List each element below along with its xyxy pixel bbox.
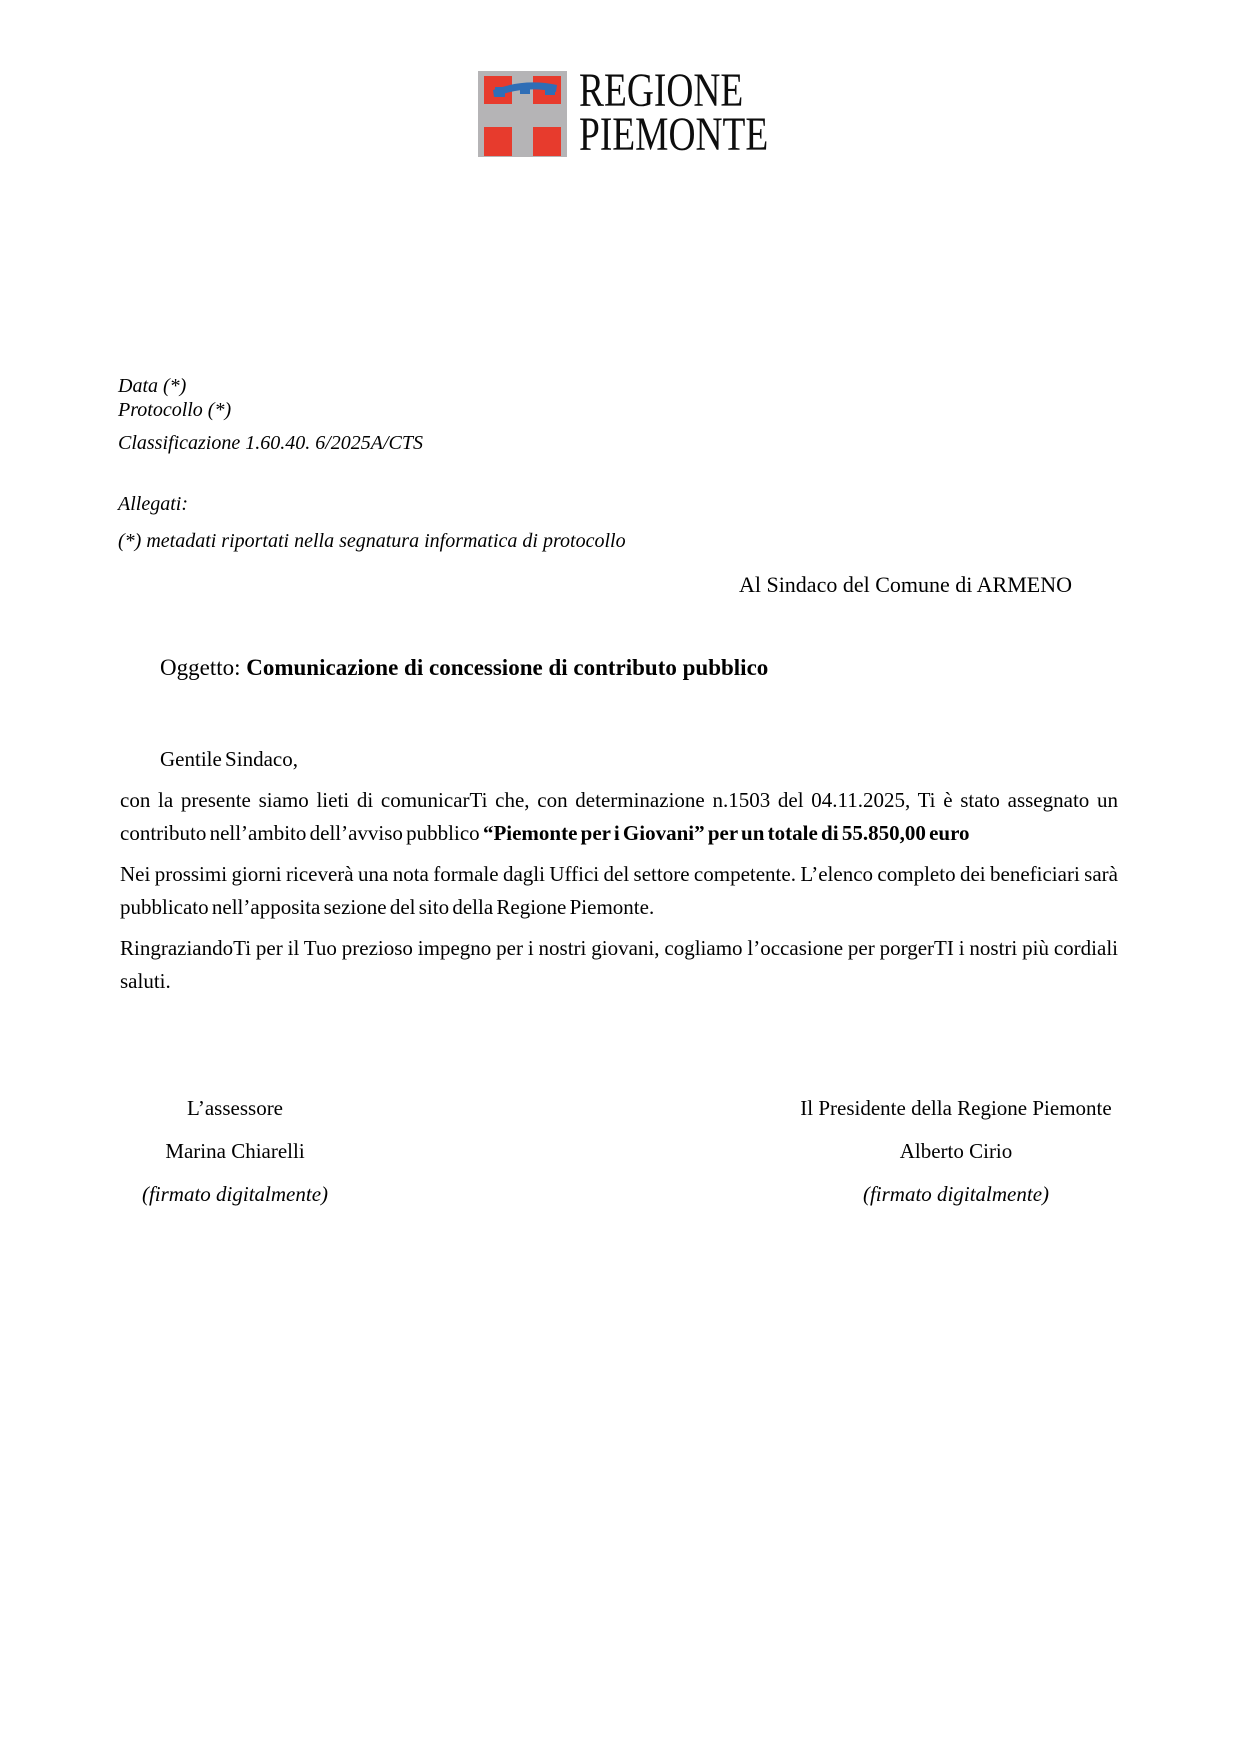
assessor-role: L’assessore <box>186 1096 284 1120</box>
subject-label: Oggetto: <box>160 655 247 680</box>
recipient-line: Al Sindaco del Comune di ARMENO <box>738 572 1072 597</box>
logo-wordmark-line2: PIEMONTE <box>579 108 769 161</box>
logo-wordmark <box>579 64 769 161</box>
protocol-metadata <box>118 374 626 553</box>
paragraph-1 <box>120 784 1118 850</box>
paragraph-1-bold: “Piemonte per i Giovani” per un totale di 55.850,00 euro <box>482 821 970 845</box>
meta-protocol: Protocollo (*) <box>118 399 232 421</box>
subject-text: Comunicazione di concessione di contributo pubblico <box>246 655 769 680</box>
president-signed-note: (firmato digitalmente) <box>862 1182 1050 1206</box>
assessor-signed-note: (firmato digitalmente) <box>141 1182 329 1206</box>
president-name: Alberto Cirio <box>899 1139 1013 1163</box>
salutation: Gentile Sindaco, <box>160 747 298 771</box>
signature-president <box>791 1096 1121 1225</box>
paragraph-1-text: con la presente siamo lieti di comunicarTi che, con determinazione n.1503 del 04.11.2025, Ti è stato assegnato un contributo nell’ambito dell’avviso pubblico <box>120 788 1118 845</box>
letter-body <box>120 743 1118 1006</box>
meta-date: Data (*) <box>118 375 187 397</box>
president-role: Il Presidente della Regione Piemonte <box>800 1096 1112 1120</box>
meta-attachments: Allegati: <box>118 493 188 515</box>
signature-block <box>120 1096 1121 1225</box>
assessor-name: Marina Chiarelli <box>165 1139 305 1163</box>
paragraph-2: Nei prossimi giorni riceverà una nota formale dagli Uffici del settore competente. L’elenco completo dei beneficiari sarà pubblicato nell’apposita sezione del sito della Regione Piemonte. <box>120 862 1118 919</box>
meta-classification: Classificazione 1.60.40. 6/2025A/CTS <box>118 432 424 454</box>
signature-assessor <box>120 1096 350 1225</box>
paragraph-3: RingraziandoTi per il Tuo prezioso impegno per i nostri giovani, cogliamo l’occasione per porgerTI i nostri più cordiali saluti. <box>120 936 1118 993</box>
logo-wordmark-line1: REGIONE <box>579 64 744 117</box>
regione-piemonte-logo <box>478 64 822 161</box>
subject-line <box>160 654 768 681</box>
piemonte-coat-of-arms-icon <box>478 71 567 157</box>
meta-footnote: (*) metadati riportati nella segnatura informatica di protocollo <box>118 530 626 552</box>
